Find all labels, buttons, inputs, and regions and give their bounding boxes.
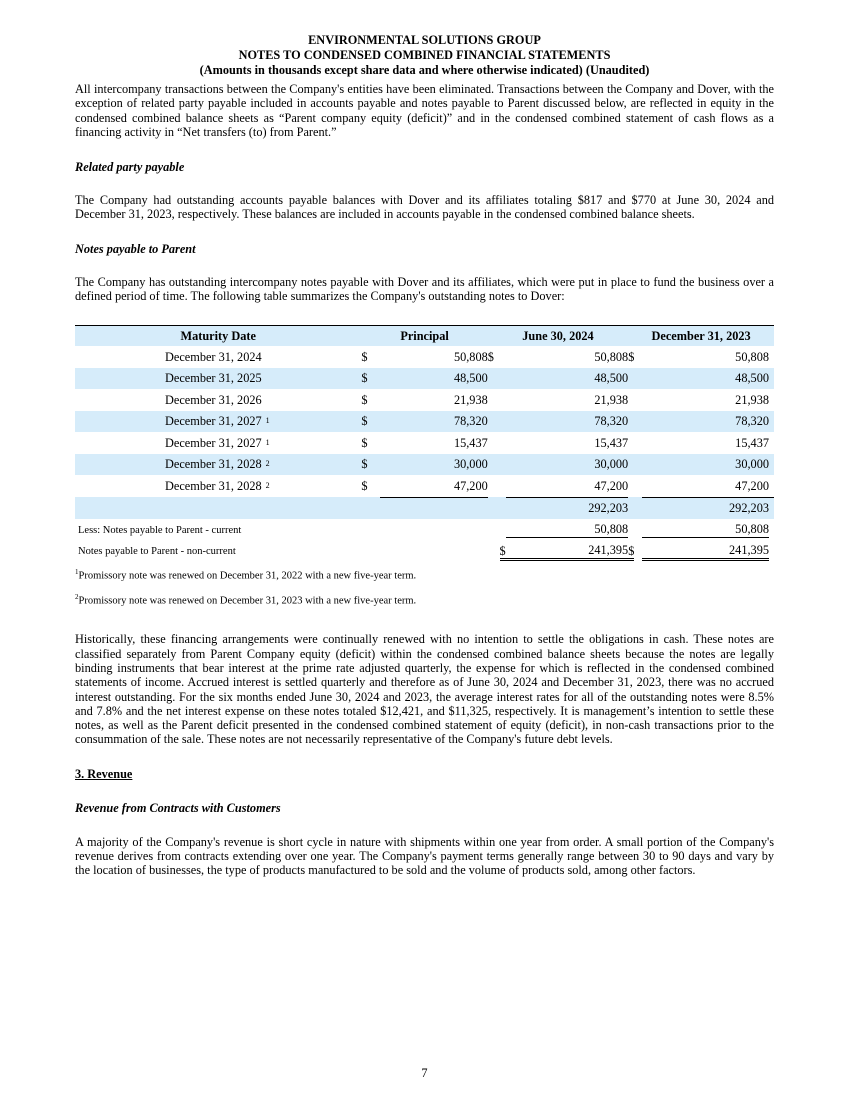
dec-2023-cell: 15,437 (735, 435, 769, 450)
noncurrent-jun-currency: $ (500, 544, 506, 561)
col-maturity-date: Maturity Date (75, 326, 361, 347)
maturity-date-cell: December 31, 2025 (165, 371, 262, 386)
page-number: 7 (421, 1066, 428, 1080)
maturity-date-cell: December 31, 2027 (165, 414, 262, 429)
noncurrent-dec-currency: $ (628, 544, 634, 561)
principal-cell: 15,437 (453, 435, 488, 450)
principal-currency: $ (361, 349, 368, 364)
company-name: ENVIRONMENTAL SOLUTIONS GROUP (308, 33, 541, 47)
maturity-date-cell: December 31, 2026 (165, 392, 262, 407)
revenue-section-heading: 3. Revenue (75, 766, 133, 781)
related-party-paragraph: The Company had outstanding accounts payable balances with Dover and its affiliates totaling $817 and $770 at June 30, 2024 and December 31, 2023, respectively. These balances are included in accounts payable in the condensed combined balance sheets. (75, 193, 774, 222)
current-row (75, 519, 774, 541)
june-currency: $ (487, 349, 494, 364)
table-row (75, 389, 774, 411)
notes-payable-paragraph: The Company has outstanding intercompany notes payable with Dover and its affiliates, which were put in place to fund the business over a defined period of time. The following table summarizes the Company's outstanding notes to Dover: (75, 274, 774, 304)
notes-title: NOTES TO CONDENSED COMBINED FINANCIAL STATEMENTS (238, 48, 611, 62)
principal-currency: $ (361, 457, 368, 472)
dec-currency: $ (628, 349, 635, 364)
table-row (75, 346, 774, 368)
table-total-row (75, 497, 774, 519)
maturity-date-cell: December 31, 2027 (165, 435, 262, 450)
current-label: Less: Notes payable to Parent - current (78, 524, 242, 536)
col-june-2024: June 30, 2024 (488, 326, 628, 347)
june-2024-cell: 47,200 (594, 478, 629, 493)
table-row (75, 432, 774, 454)
principal-currency: $ (361, 371, 368, 386)
table-row (75, 368, 774, 390)
principal-cell: 30,000 (453, 457, 488, 472)
june-2024-cell: 15,437 (594, 435, 629, 450)
table-row (75, 411, 774, 433)
amounts-note: (Amounts in thousands except share data and where otherwise indicated) (Unaudited) (199, 63, 650, 77)
dec-2023-cell: 21,938 (735, 392, 769, 407)
principal-cell: 48,500 (453, 371, 488, 386)
principal-currency: $ (361, 478, 368, 493)
june-2024-cell: 50,808 (594, 349, 629, 364)
table-header-row (75, 326, 774, 347)
maturity-date-cell: December 31, 2024 (165, 349, 262, 364)
table-row (75, 475, 774, 497)
footnote-marker: 2 (265, 459, 270, 469)
dec-2023-cell: 30,000 (735, 457, 769, 472)
current-june-2024: 50,808 (506, 522, 629, 538)
principal-currency: $ (361, 392, 368, 407)
footnote-1: $^1$Promissory note was renewed on December 31, 2022 with a new five-year term. (75, 568, 417, 582)
notes-payable-table (75, 325, 774, 562)
current-dec-2023: 50,808 (642, 522, 769, 538)
dec-2023-cell: 47,200 (735, 478, 769, 493)
page-content (75, 33, 774, 878)
noncurrent-row (75, 541, 774, 563)
principal-currency: $ (361, 435, 368, 450)
footnote-marker: 2 (265, 480, 270, 490)
total-dec-2023: 292,203 (642, 497, 774, 519)
total-june-2024: 292,203 (506, 497, 629, 519)
dec-2023-cell: 78,320 (735, 414, 769, 429)
maturity-date-cell: December 31, 2028 (165, 457, 262, 472)
table-row (75, 454, 774, 476)
june-2024-cell: 48,500 (594, 371, 629, 386)
revenue-paragraph: A majority of the Company's revenue is short cycle in nature with shipments within one year from order. A small portion of the Company's revenue derives from contracts extending over one year. The Company's payment terms generally range between 30 to 90 days and vary by the location of businesses, the type of products manufactured to be sold and the volume of products sold, among other factors. (75, 834, 774, 878)
footnote-marker: 1 (265, 416, 270, 426)
col-principal: Principal (361, 326, 487, 347)
noncurrent-label: Notes payable to Parent - non-current (78, 546, 236, 558)
principal-cell: 50,808 (453, 349, 488, 364)
june-2024-cell: 78,320 (594, 414, 629, 429)
footnote-marker: 1 (265, 437, 270, 447)
historically-paragraph: Historically, these financing arrangements were continually renewed with no intention to settle the obligations in cash. These notes are classified separately from Parent Company equity (deficit) within the condensed combined balance sheets because the notes are legally binding instruments that bear interest at the prime rate adjusted quarterly, the expense for which is reflected in the condensed combined statements of income. Accrued interest is settled quarterly and therefore as of June 30, 2024 and December 31, 2023, there was no accrued interest outstanding. For the six months ended June 30, 2024 and 2023, the average interest rates for all of the outstanding notes were 8.5% and 7.8% and the net interest expense on these notes totaled $12,421, and $11,325, respectively. It is management’s intention to settle these notes, as well as the Parent deficit presented in the condensed combined statement of equity (deficit), in non-cash transactions prior to the consummation of the sale. These notes are not necessarily representative of the Company's future debt levels. (75, 632, 774, 747)
noncurrent-dec-2023: 241,395 (642, 543, 769, 561)
june-2024-cell: 30,000 (594, 457, 629, 472)
principal-currency: $ (361, 414, 368, 429)
notes-payable-heading: Notes payable to Parent (75, 241, 196, 256)
principal-cell: 47,200 (453, 478, 488, 493)
noncurrent-june-2024: 241,395 (506, 543, 629, 561)
dec-2023-cell: 48,500 (735, 371, 769, 386)
related-party-heading: Related party payable (75, 160, 185, 175)
maturity-date-cell: December 31, 2028 (165, 478, 262, 493)
intro-paragraph: All intercompany transactions between the Company's entities have been eliminated. Transactions between the Company and Dover, with the exception of related party payable included in accounts payable and notes payable to Parent discussed below, are reflected in equity in the condensed combined balance sheets as “Parent company equity (deficit)” and in the condensed combined statement of cash flows as a financing activity in “Net transfers (to) from Parent.” (75, 82, 774, 139)
revenue-contracts-heading: Revenue from Contracts with Customers (75, 800, 281, 815)
document-header (75, 33, 774, 78)
june-2024-cell: 21,938 (594, 392, 629, 407)
dec-2023-cell: 50,808 (735, 349, 769, 364)
principal-cell: 21,938 (453, 392, 488, 407)
principal-cell: 78,320 (453, 414, 488, 429)
col-dec-2023: December 31, 2023 (628, 326, 774, 347)
footnote-2: $^2$Promissory note was renewed on December 31, 2023 with a new five-year term. (75, 592, 417, 607)
